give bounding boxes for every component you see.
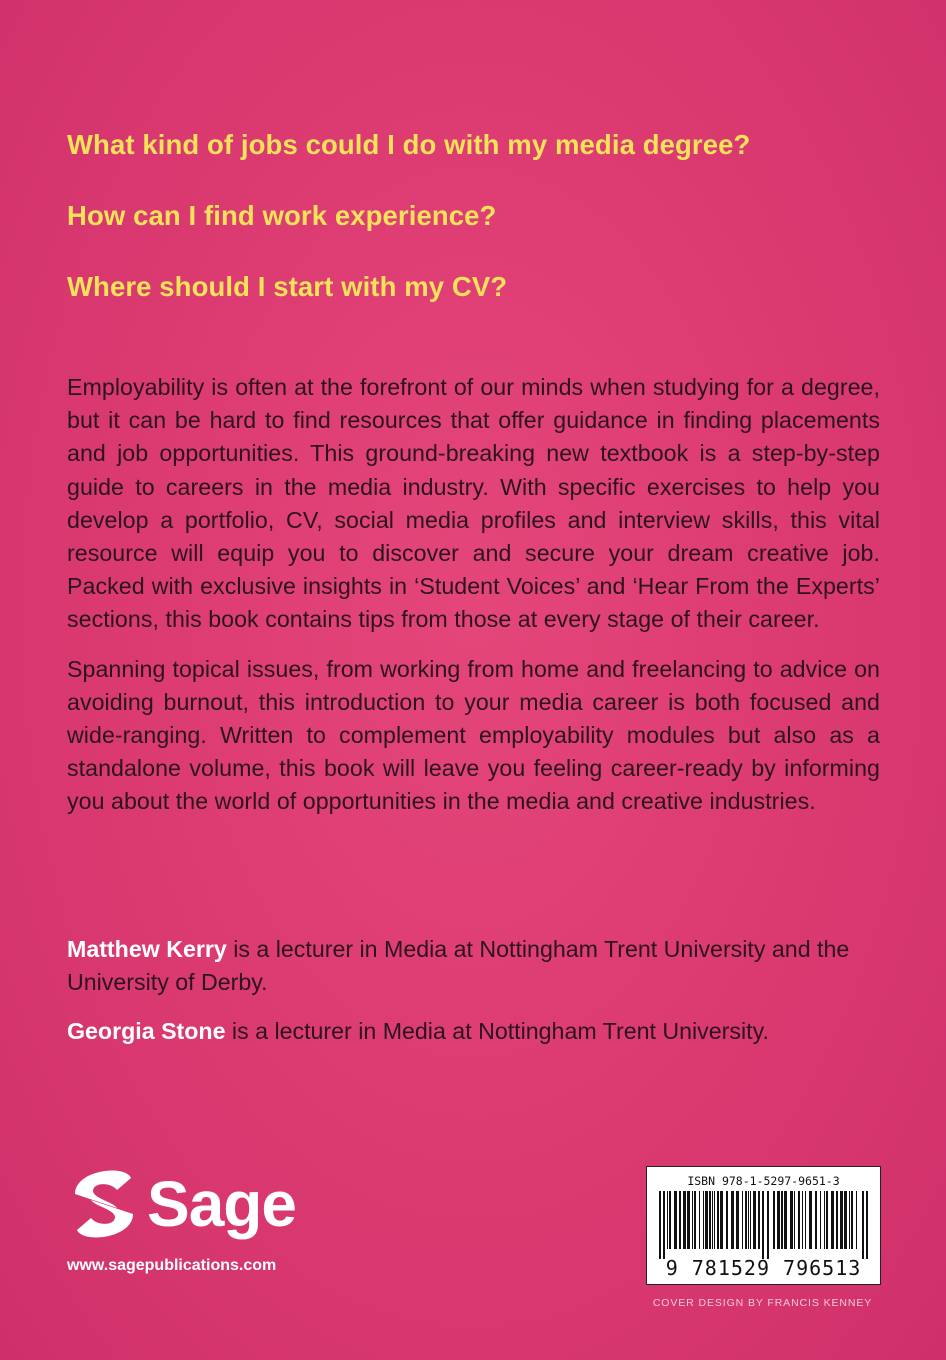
barcode-bar <box>836 1191 838 1249</box>
cover-design-credit: COVER DESIGN BY FRANCIS KENNEY <box>652 1297 873 1309</box>
barcode-bar <box>736 1191 739 1249</box>
barcode-bar <box>692 1191 693 1249</box>
barcode-bar <box>717 1191 719 1249</box>
barcode-bar <box>802 1191 803 1249</box>
barcode-bars <box>655 1191 872 1259</box>
barcode-bar <box>731 1191 734 1249</box>
barcode-bar <box>862 1191 864 1259</box>
barcode-bar <box>856 1191 857 1249</box>
isbn-barcode <box>646 1166 881 1285</box>
barcode-bar <box>687 1191 690 1249</box>
barcode-bar <box>781 1191 783 1249</box>
book-description <box>67 371 880 835</box>
barcode-bar <box>753 1191 756 1249</box>
author-name: Matthew Kerry <box>67 936 227 962</box>
publisher-name: Sage <box>147 1168 296 1240</box>
barcode-bar <box>866 1191 868 1259</box>
publisher-logo <box>67 1164 296 1244</box>
barcode-bar <box>805 1191 806 1249</box>
description-paragraph-2: Spanning topical issues, from working from home and freelancing to advice on avoiding burnout, this introduction to your media career is both focused and wide-ranging. Written to complement employability modules but also as a standalone volume, this book will leave you feeling career-ready by informing you about the world of opportunities in the media and creative industries. <box>67 655 880 815</box>
barcode-bar <box>683 1191 686 1249</box>
publisher-url: www.sagepublications.com <box>67 1257 277 1274</box>
barcode-bar <box>726 1191 728 1249</box>
barcode-digits: 9 781529 796513 <box>665 1256 862 1280</box>
barcode-bar <box>809 1191 812 1249</box>
barcode-bar <box>840 1191 843 1249</box>
barcode-bar <box>851 1191 853 1249</box>
barcode-bar <box>762 1191 764 1259</box>
question-2: How can I find work experience? <box>67 200 497 231</box>
barcode-bar <box>745 1191 747 1249</box>
barcode-bar <box>758 1191 760 1249</box>
barcode-bar <box>667 1191 668 1249</box>
barcode-bar <box>669 1191 671 1249</box>
barcode-bar <box>748 1191 749 1249</box>
description-paragraph-1: Employability is often at the forefront of our minds when studying for a degree, but it can be hard to find resources that offer guidance in finding placements and job opportunities. This ground-breaking new textbook is a step-by-step guide to careers in the media industry. With specific exercises to help you develop a portfolio, CV, social media profiles and interview skills, this vital resource will equip you to discover and secure your dream creative job. Packed with exclusive insights in ‘Student Voices’ and ‘Hear From the Experts’ sections, this book contains tips from those at every stage of their career. <box>67 374 880 633</box>
barcode-bar <box>714 1191 715 1249</box>
barcode-bar <box>699 1191 700 1249</box>
barcode-bar <box>720 1191 723 1249</box>
barcode-bar <box>703 1191 704 1249</box>
barcode-bar <box>784 1191 787 1249</box>
author-description: is a lecturer in Media at Nottingham Trent University. <box>225 1018 769 1045</box>
sage-s-logo-icon <box>67 1164 141 1244</box>
barcode-bar <box>742 1191 743 1249</box>
barcode-bar <box>794 1191 795 1249</box>
barcode-bar <box>694 1191 696 1249</box>
question-list <box>67 124 887 337</box>
barcode-bar <box>709 1191 711 1249</box>
barcode-bar <box>773 1191 775 1249</box>
barcode-bar <box>844 1191 847 1249</box>
author-bios <box>67 933 880 1065</box>
question-1: What kind of jobs could I do with my media degree? <box>67 129 751 160</box>
author-description: is a lecturer in Media at Nottingham Trent University and the University of Derby. <box>67 936 850 996</box>
barcode-bar <box>849 1191 850 1249</box>
author-name: Georgia Stone <box>67 1018 226 1045</box>
barcode-bar <box>831 1191 834 1249</box>
question-3: Where should I start with my CV? <box>67 271 508 302</box>
barcode-bar <box>705 1191 708 1249</box>
barcode-bar <box>767 1191 769 1259</box>
author-bio <box>67 1015 880 1048</box>
barcode-bar <box>790 1191 793 1249</box>
barcode-bar <box>777 1191 780 1249</box>
barcode-bar <box>824 1191 825 1249</box>
barcode-bar <box>815 1191 817 1249</box>
barcode-bar <box>798 1191 800 1249</box>
barcode-bar <box>679 1191 681 1249</box>
barcode-bar <box>820 1191 821 1249</box>
barcode-bar <box>750 1191 751 1249</box>
isbn-label: ISBN 978-1-5297-9651-3 <box>687 1174 840 1188</box>
barcode-bar <box>659 1191 661 1259</box>
barcode-bar <box>674 1191 677 1249</box>
barcode-bar <box>712 1191 713 1249</box>
barcode-bar <box>663 1191 665 1259</box>
barcode-bar <box>826 1191 828 1249</box>
author-bio <box>67 933 880 999</box>
